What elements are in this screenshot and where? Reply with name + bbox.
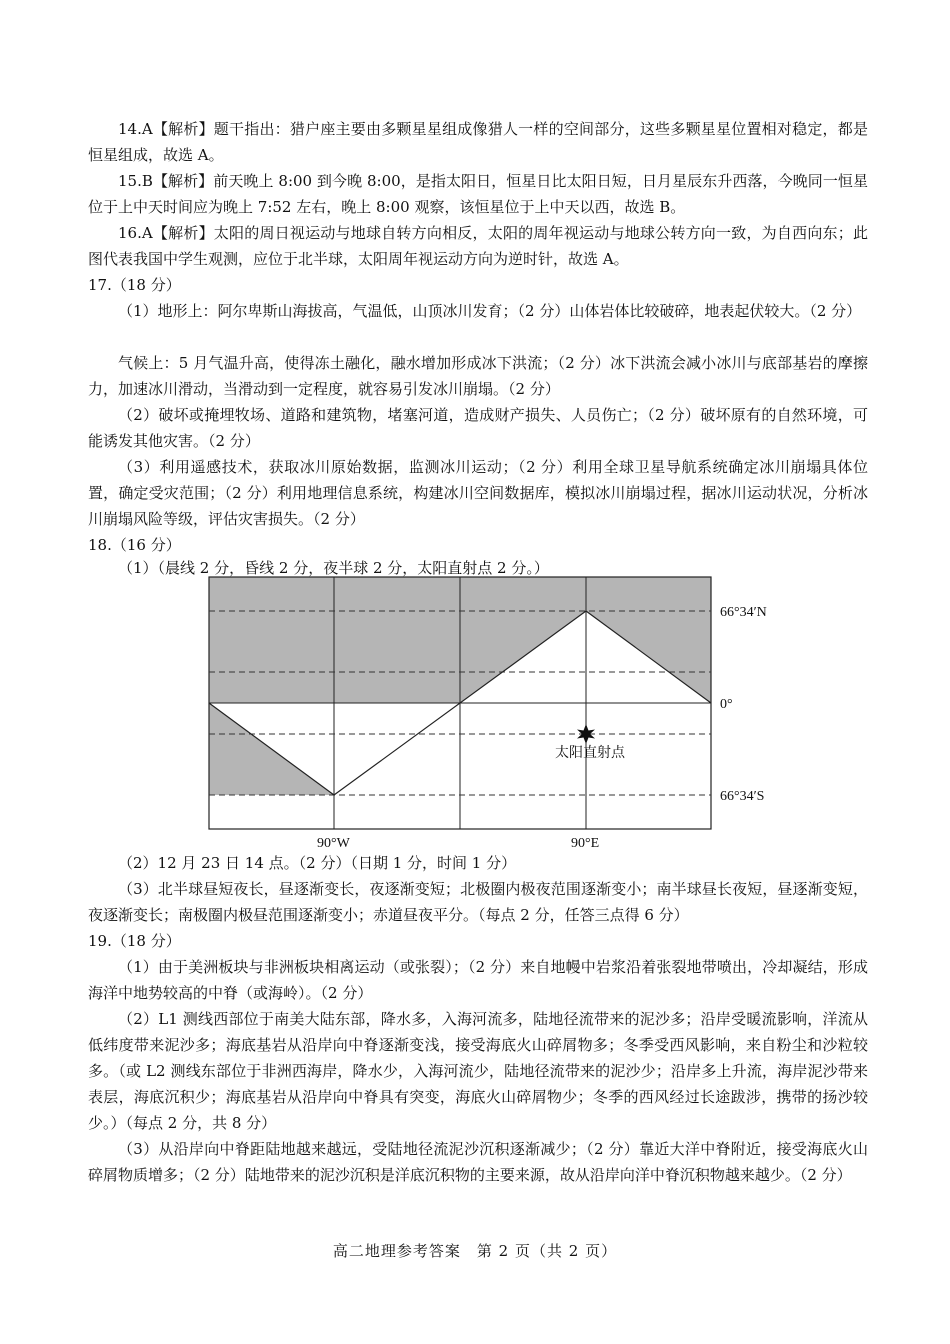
- answer-q19-part1: （1）由于美洲板块与非洲板块相离运动（或张裂）；（2 分）来自地幔中岩浆沿着张裂地带喷出，冷却凝结，形成海洋中地势较高的中脊（或海岭）。（2 分）: [88, 958, 868, 1002]
- answer-q17-part1: （1）地形上：阿尔卑斯山海拔高，气温低，山顶冰川发育；（2 分）山体岩体比较破碎，地表起伏较大。（2 分）: [118, 302, 862, 320]
- question-19-heading: 19.（18 分）: [88, 932, 181, 950]
- question-17-heading: 17.（18 分）: [88, 276, 181, 294]
- label-66s: 66°34′S: [720, 789, 765, 804]
- label-90w: 90°W: [317, 836, 350, 851]
- answer-q14: 14.A【解析】题干指出：猎户座主要由多颗星星组成像猎人一样的空间部分，这些多颗星星位置相对稳定，都是恒星组成，故选 A。: [88, 120, 868, 164]
- page-footer: 高二地理参考答案 第 2 页（共 2 页）: [332, 1242, 618, 1260]
- label-90e: 90°E: [571, 836, 600, 851]
- answer-q17-part2: （2）破坏或掩埋牧场、道路和建筑物，堵塞河道，造成财产损失、人员伤亡；（2 分）破坏原有的自然环境，可能诱发其他灾害。（2 分）: [88, 406, 868, 450]
- answer-q17-part3: （3）利用遥感技术，获取冰川原始数据，监测冰川运动；（2 分）利用全球卫星导航系统确定冰川崩塌具体位置，确定受灾范围；（2 分）利用地理信息系统，构建冰川空间数据库，模拟冰川崩塌过程，据冰川运动状况，分析冰川崩塌风险等级，评估灾害损失。（2 分）: [88, 458, 868, 528]
- answer-q15: 15.B【解析】前天晚上 8:00 到今晚 8:00，是指太阳日，恒星日比太阳日短，日月星辰东升西落，今晚同一恒星位于上中天时间应为晚上 7:52 左右，晚上 8:00 观察，该恒星位于上中天以西，故选 B。: [88, 172, 868, 216]
- answer-q16: 16.A【解析】太阳的周日视运动与地球自转方向相反，太阳的周年视运动与地球公转方向一致，为自西向东；此图代表我国中学生观测，应位于北半球，太阳周年视运动方向为逆时针，故选 A。: [88, 224, 868, 268]
- answer-q19-part2: （2）L1 测线西部位于南美大陆东部，降水多，入海河流多，陆地径流带来的泥沙多；沿岸受暖流影响，洋流从低纬度带来泥沙多；海底基岩从沿岸向中脊逐渐变浅，接受海底火山碎屑物多；冬季受西风影响，来自粉尘和沙粒较多。（或 L2 测线东部位于非洲西海岸，降水少，入海河流少，陆地径流带来的泥沙少；沿岸多上升流，海岸泥沙带来表层，海底沉积少；海底基岩从沿岸向中脊具有突变，海底火山碎屑物少；冬季的西风经过长途跋涉，携带的扬沙较少。）（每点 2 分，共 8 分）: [88, 1010, 868, 1132]
- answer-q18-part2: （2）12 月 23 日 14 点。（2 分）（日期 1 分，时间 1 分）: [118, 854, 517, 872]
- subsolar-point-label: 太阳直射点: [555, 745, 625, 761]
- answer-q18-part1: （1）（晨线 2 分，昏线 2 分，夜半球 2 分，太阳直射点 2 分。）: [118, 559, 549, 577]
- label-equator: 0°: [720, 697, 733, 712]
- answer-q17-part1-climate: 气候上：5 月气温升高，使得冻土融化，融水增加形成冰下洪流；（2 分）冰下洪流会减小冰川与底部基岩的摩擦力，加速冰川滑动，当滑动到一定程度，就容易引发冰川崩塌。（2 分）: [88, 354, 868, 398]
- answer-q19-part3: （3）从沿岸向中脊距陆地越来越远，受陆地径流泥沙沉积逐渐减少；（2 分）靠近大洋中脊附近，接受海底火山碎屑物质增多；（2 分）陆地带来的泥沙沉积是洋底沉积物的主要来源，故从沿岸向洋中脊沉积物越来越少。（2 分）: [88, 1140, 868, 1184]
- day-night-diagram: [200, 573, 800, 853]
- answer-q18-part3: （3）北半球昼短夜长，昼逐渐变长，夜逐渐变短；北极圈内极夜范围逐渐变小；南半球昼长夜短，昼逐渐变短，夜逐渐变长；南极圈内极昼范围逐渐变小；赤道昼夜平分。（每点 2 分，任答三点得 6 分）: [88, 880, 868, 924]
- question-18-heading: 18.（16 分）: [88, 536, 181, 554]
- label-66n: 66°34′N: [720, 605, 767, 620]
